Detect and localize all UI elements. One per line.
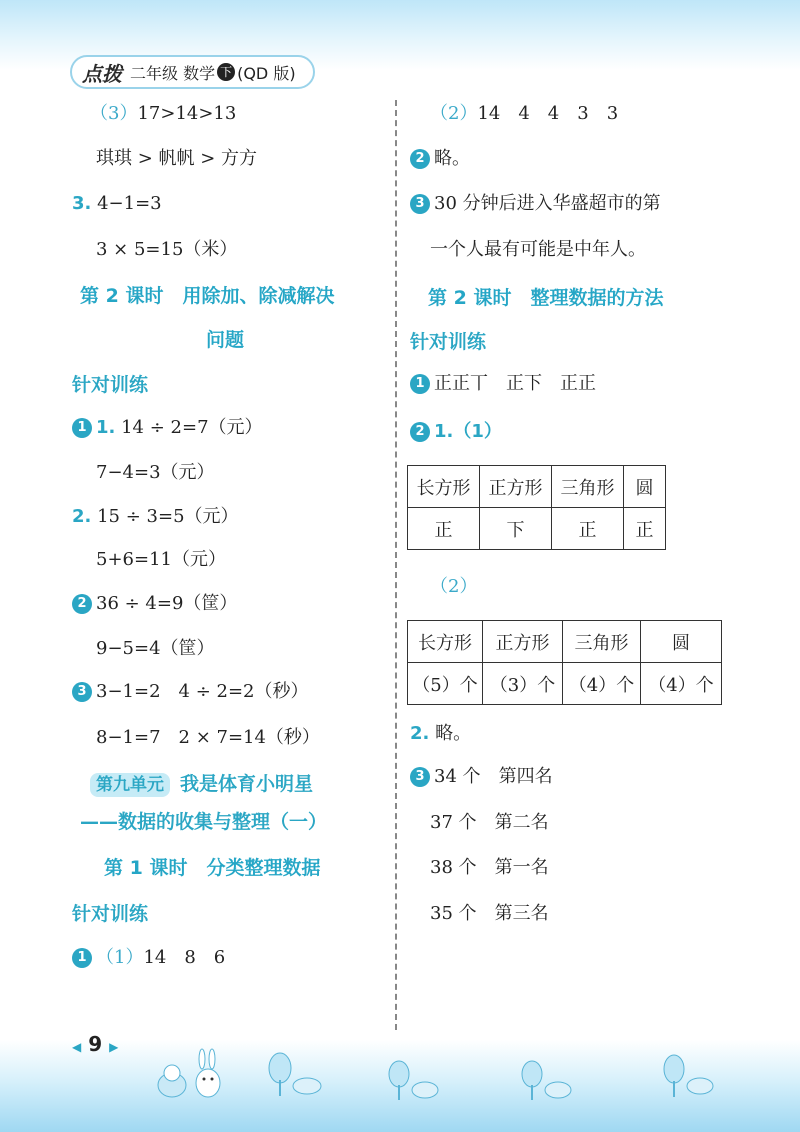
tree-icon <box>385 1058 445 1103</box>
practice-heading: 针对训练 <box>72 374 149 396</box>
answer-line: 2. 略。 <box>410 723 472 744</box>
answer-line: 1 1. 14 ÷ 2=7（元） <box>72 416 263 440</box>
lesson-title: 第 2 课时 用除加、除减解决 <box>80 285 335 307</box>
table-cell: 正 <box>552 508 624 550</box>
lesson-title-cont: 问题 <box>206 329 245 351</box>
answer-line: 5+6=11（元） <box>96 549 226 570</box>
question-mark-icon: 2 <box>410 422 430 442</box>
answer-line: 琪琪 > 帆帆 > 方方 <box>96 148 258 169</box>
question-mark-icon: 1 <box>72 948 92 968</box>
table-header: 三角形 <box>552 466 624 508</box>
tally-table <box>407 465 666 550</box>
answer-line: 3 × 5=15（米） <box>96 239 238 260</box>
answer-line: 2. 15 ÷ 3=5（元） <box>72 506 239 527</box>
answer-line: 9−5=4（筐） <box>96 638 215 659</box>
answer-line: 一个人最有可能是中年人。 <box>430 239 646 260</box>
question-mark-icon: 2 <box>72 594 92 614</box>
table-header: 长方形 <box>408 621 483 663</box>
answer-line: 1 正正丅 正下 正正 <box>410 372 596 396</box>
answer-line: 37 个 第二名 <box>430 812 549 833</box>
answer-line: 2 1.（1） <box>410 420 502 444</box>
table-cell: （4）个 <box>641 663 722 705</box>
tree-icon <box>265 1050 325 1100</box>
table-header: 圆 <box>641 621 722 663</box>
volume-badge: 下 <box>217 63 235 81</box>
answer-line: 1 （1）14 8 6 <box>72 946 225 970</box>
header-edition: (QD 版) <box>237 63 296 83</box>
practice-heading: 针对训练 <box>72 903 149 925</box>
table-cell: （3）个 <box>483 663 563 705</box>
count-table <box>407 620 722 705</box>
header-title: 二年级 数学 <box>130 63 216 83</box>
unit-subtitle: ——数据的收集与整理（一） <box>80 811 328 833</box>
answer-line: 3. 4−1=3 <box>72 193 162 214</box>
table-header: 正方形 <box>483 621 563 663</box>
page-header <box>70 55 315 89</box>
question-mark-icon: 3 <box>72 682 92 702</box>
question-mark-icon: 1 <box>410 374 430 394</box>
table-cell: （4）个 <box>563 663 641 705</box>
table-cell: 下 <box>480 508 552 550</box>
lesson-title: 第 1 课时 分类整理数据 <box>104 857 321 879</box>
right-arrow-icon: ▶ <box>109 1040 119 1054</box>
bunny-illustration-icon <box>150 1045 230 1105</box>
question-mark-icon: 2 <box>410 149 430 169</box>
table-cell: 正 <box>408 508 480 550</box>
answer-line: 8−1=7 2 × 7=14（秒） <box>96 727 320 748</box>
question-mark-icon: 3 <box>410 767 430 787</box>
table-header: 正方形 <box>480 466 552 508</box>
question-mark-icon: 1 <box>72 418 92 438</box>
lesson-title: 第 2 课时 整理数据的方法 <box>428 287 664 309</box>
page-number: ◀ 9 ▶ <box>72 1032 119 1056</box>
practice-heading: 针对训练 <box>410 331 487 353</box>
unit-label: 第九单元 <box>90 773 170 797</box>
answer-line: 3 3−1=2 4 ÷ 2=2（秒） <box>72 680 308 704</box>
table-header: 圆 <box>624 466 666 508</box>
left-arrow-icon: ◀ <box>72 1040 82 1054</box>
answer-line: 7−4=3（元） <box>96 462 215 483</box>
table-cell: （5）个 <box>408 663 483 705</box>
answer-line: 35 个 第三名 <box>430 903 549 924</box>
answer-line: 3 30 分钟后进入华盛超市的第 <box>410 192 661 216</box>
answer-line: （2）14 4 4 3 3 <box>430 103 619 124</box>
answer-line: 3 34 个 第四名 <box>410 765 553 789</box>
answer-line: （2） <box>430 576 478 597</box>
tree-icon <box>660 1052 720 1102</box>
logo: 点拨 <box>82 61 122 86</box>
answer-line: 2 略。 <box>410 147 470 171</box>
unit-heading: 第九单元 我是体育小明星 <box>90 772 313 797</box>
answer-line: 38 个 第一名 <box>430 857 549 878</box>
table-header: 三角形 <box>563 621 641 663</box>
table-header: 长方形 <box>408 466 480 508</box>
answer-line: （3）17>14>13 <box>90 103 237 124</box>
answer-line: 2 36 ÷ 4=9（筐） <box>72 592 237 616</box>
tree-icon <box>518 1058 578 1103</box>
question-mark-icon: 3 <box>410 194 430 214</box>
column-divider <box>395 100 397 1030</box>
table-cell: 正 <box>624 508 666 550</box>
